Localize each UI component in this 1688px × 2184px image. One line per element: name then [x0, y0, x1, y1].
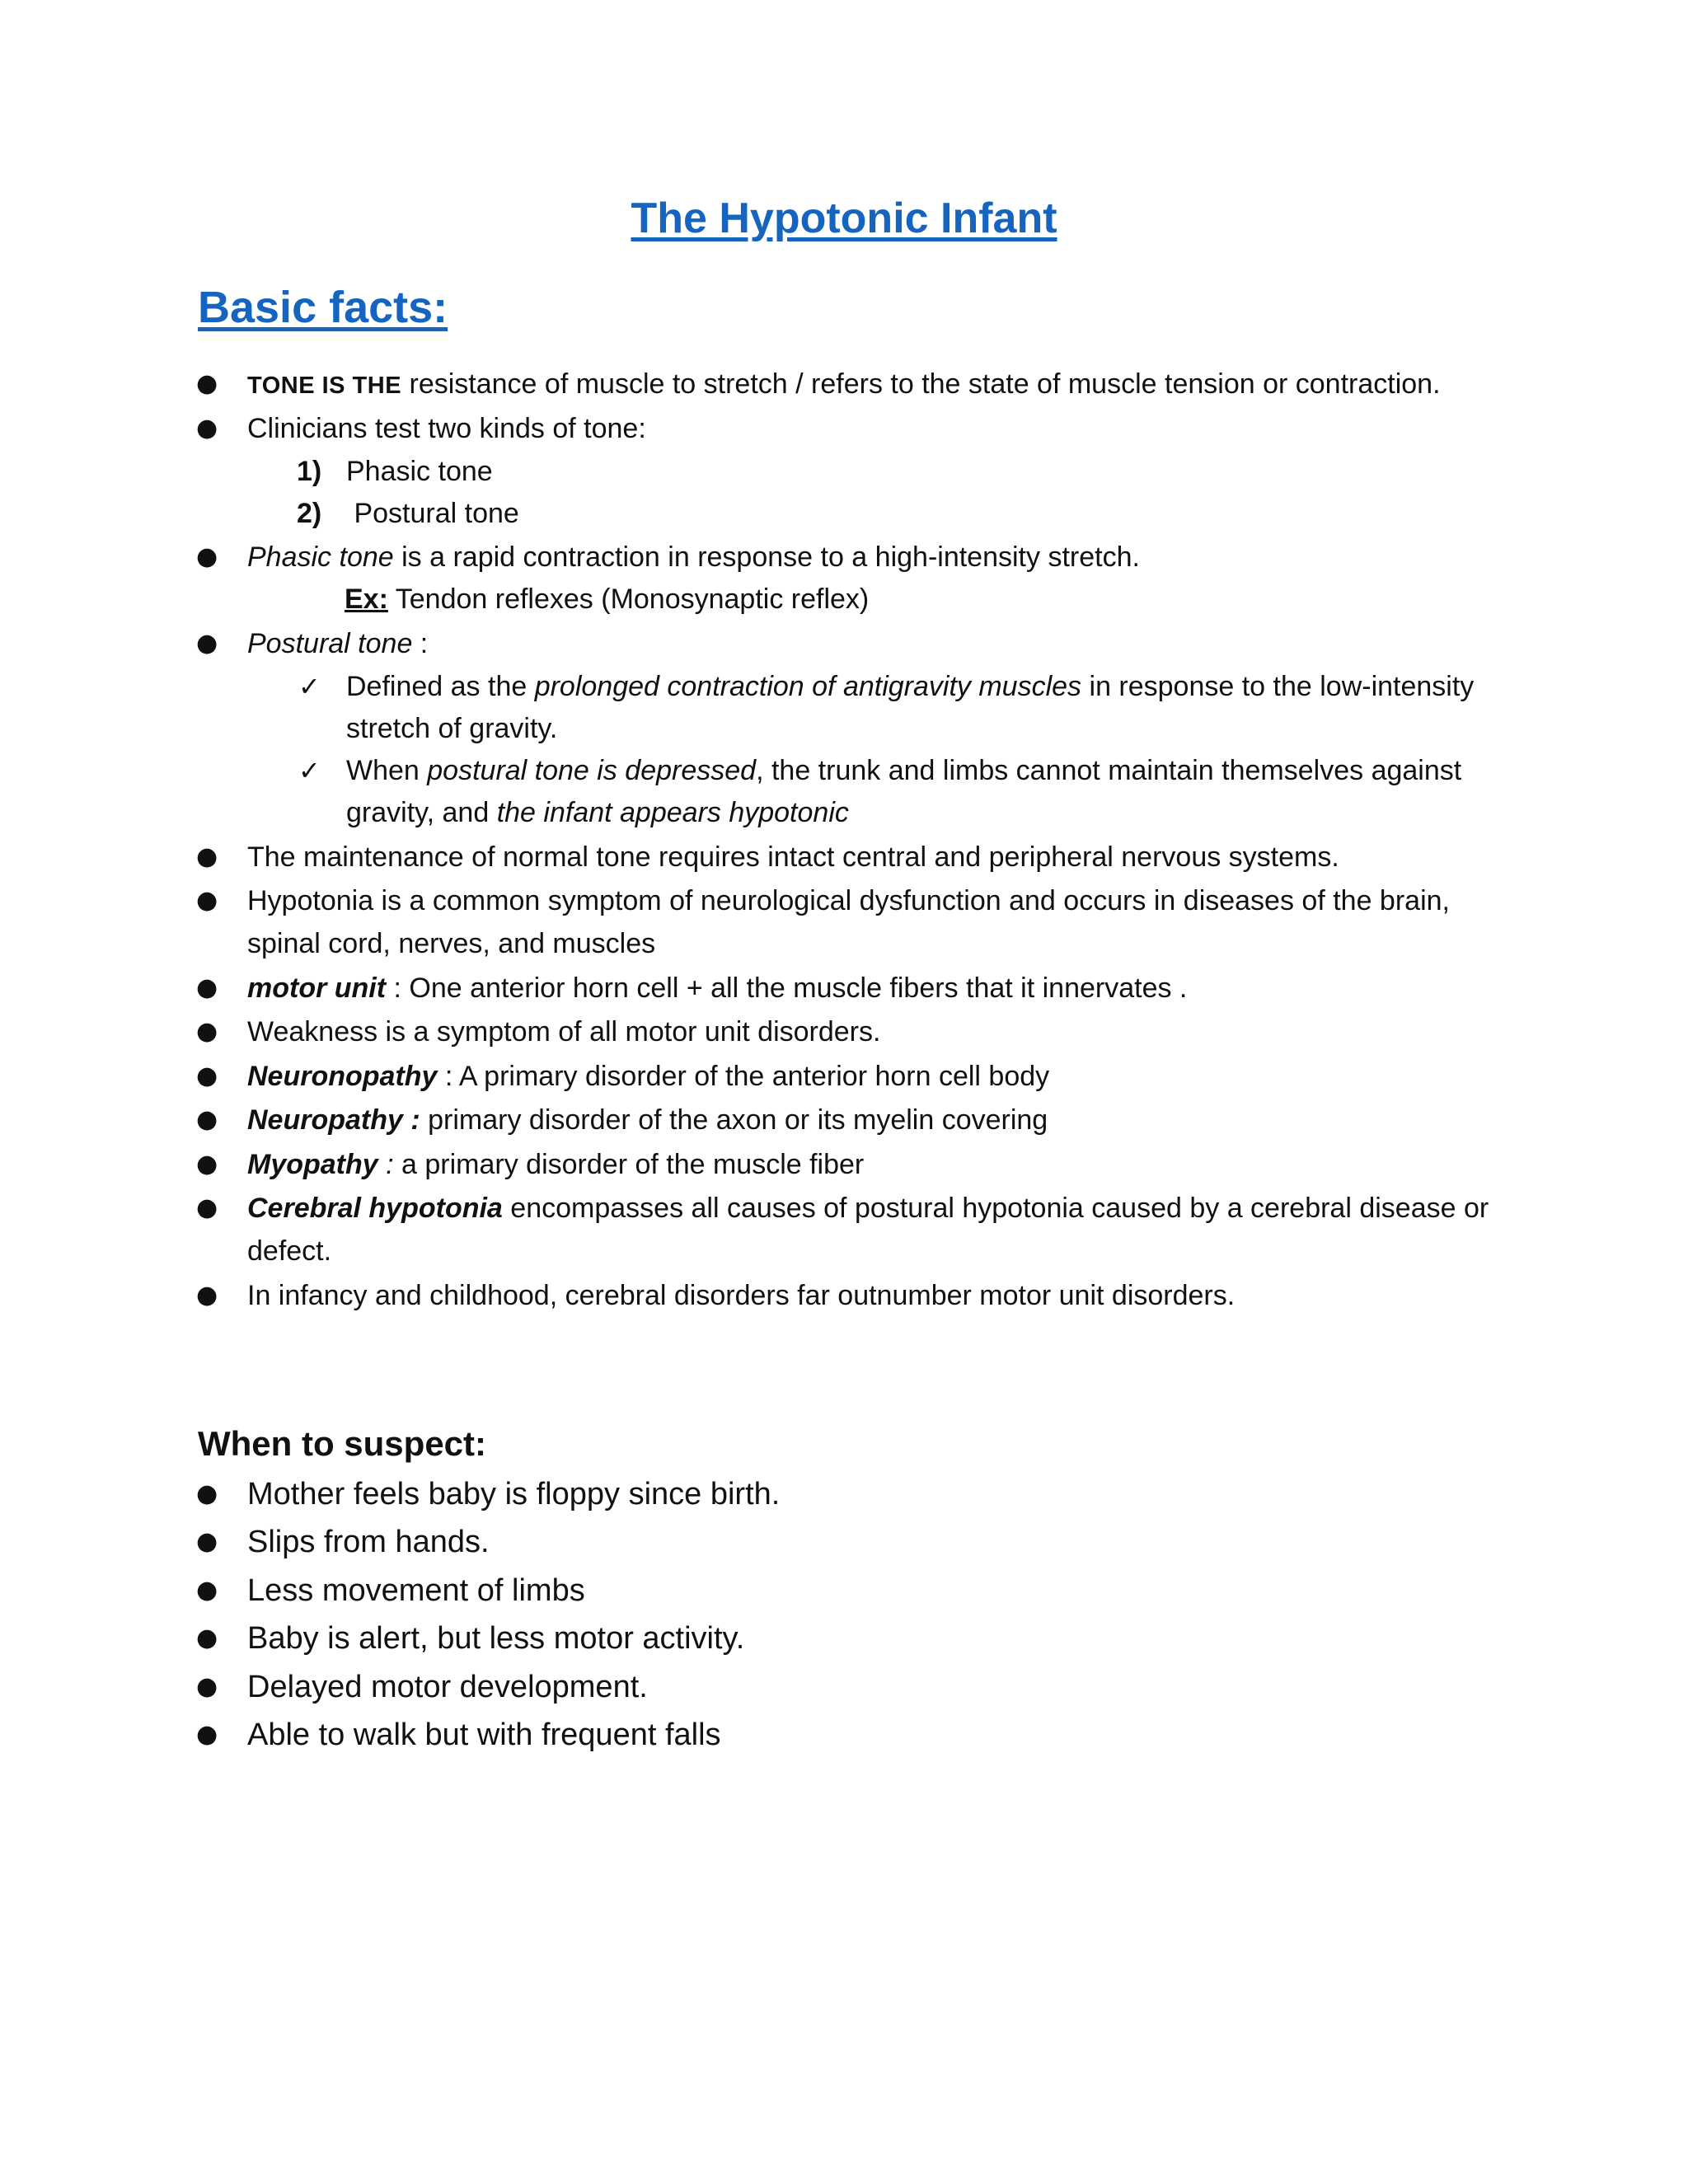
bullet-icon: ● [196, 1672, 218, 1701]
check-item: Defined as the prolonged contraction of antigravity muscles in response to the low-intensity [346, 671, 1475, 702]
bullet-icon: ● [196, 1017, 218, 1046]
bullet-icon: ● [196, 1150, 218, 1179]
bullet-icon: ● [196, 629, 218, 658]
bullet-icon: ● [196, 1281, 218, 1310]
bullet-icon: ● [196, 886, 218, 915]
list-item: motor unit : One anterior horn cell + all the muscle fibers that it innervates . [247, 972, 1188, 1004]
list-item: Clinicians test two kinds of tone: [247, 413, 646, 444]
list-item: TONE IS THE resistance of muscle to stretch / refers to the state of muscle tension or contraction. [247, 368, 1441, 400]
bullet-icon: ● [196, 1527, 218, 1556]
bullet-icon: ● [196, 1062, 218, 1090]
list-item: Phasic tone is a rapid contraction in response to a high-intensity stretch. [247, 541, 1140, 573]
list-item: Baby is alert, but less motor activity. [247, 1621, 745, 1656]
list-item: Less movement of limbs [247, 1573, 585, 1608]
list-item-continued: spinal cord, nerves, and muscles [247, 928, 656, 959]
bullet-icon: ● [196, 414, 218, 443]
check-item-continued: stretch of gravity. [346, 713, 558, 744]
numbered-item: 1) Phasic tone [297, 456, 493, 487]
list-item: In infancy and childhood, cerebral disorders far outnumber motor unit disorders. [247, 1280, 1236, 1311]
bullet-icon: ● [196, 1576, 218, 1605]
list-item: Myopathy : a primary disorder of the muscle fiber [247, 1149, 865, 1180]
bullet-icon: ● [196, 842, 218, 871]
bullet-icon: ● [196, 1105, 218, 1134]
bullet-icon: ● [196, 1720, 218, 1749]
section-heading-when-to-suspect: When to suspect: [198, 1424, 487, 1463]
list-item: Weakness is a symptom of all motor unit disorders. [247, 1016, 881, 1047]
list-item: Neuronopathy : A primary disorder of the anterior horn cell body [247, 1061, 1050, 1092]
bullet-icon: ● [196, 973, 218, 1002]
bullet-icon: ● [196, 1193, 218, 1222]
list-item: Postural tone : [247, 628, 429, 659]
check-icon: ✓ [298, 671, 321, 702]
example-line: Ex: Tendon reflexes (Monosynaptic reflex) [345, 583, 870, 615]
list-item: Neuropathy : primary disorder of the axon or its myelin covering [247, 1104, 1048, 1136]
bullet-icon: ● [196, 369, 218, 398]
page-title: The Hypotonic Infant [631, 194, 1057, 242]
bullet-icon: ● [196, 1479, 218, 1508]
list-item: Cerebral hypotonia encompasses all causes of postural hypotonia caused by a cerebral disease or [247, 1193, 1489, 1224]
list-item: Mother feels baby is floppy since birth. [247, 1477, 781, 1511]
bullet-icon: ● [196, 542, 218, 571]
list-item: Able to walk but with frequent falls [247, 1718, 721, 1752]
list-item: Hypotonia is a common symptom of neurological dysfunction and occurs in diseases of the brain, [247, 885, 1450, 916]
check-item-continued: gravity, and the infant appears hypotonic [346, 797, 849, 828]
section-heading-basic-facts: Basic facts: [198, 283, 448, 332]
check-icon: ✓ [298, 755, 321, 786]
list-item: Slips from hands. [247, 1525, 490, 1559]
check-item: When postural tone is depressed, the trunk and limbs cannot maintain themselves against [346, 755, 1462, 786]
bullet-icon: ● [196, 1624, 218, 1652]
list-item: The maintenance of normal tone requires intact central and peripheral nervous systems. [247, 841, 1339, 873]
numbered-item: 2) Postural tone [297, 498, 519, 529]
list-item: Delayed motor development. [247, 1670, 648, 1704]
list-item-continued: defect. [247, 1235, 332, 1267]
